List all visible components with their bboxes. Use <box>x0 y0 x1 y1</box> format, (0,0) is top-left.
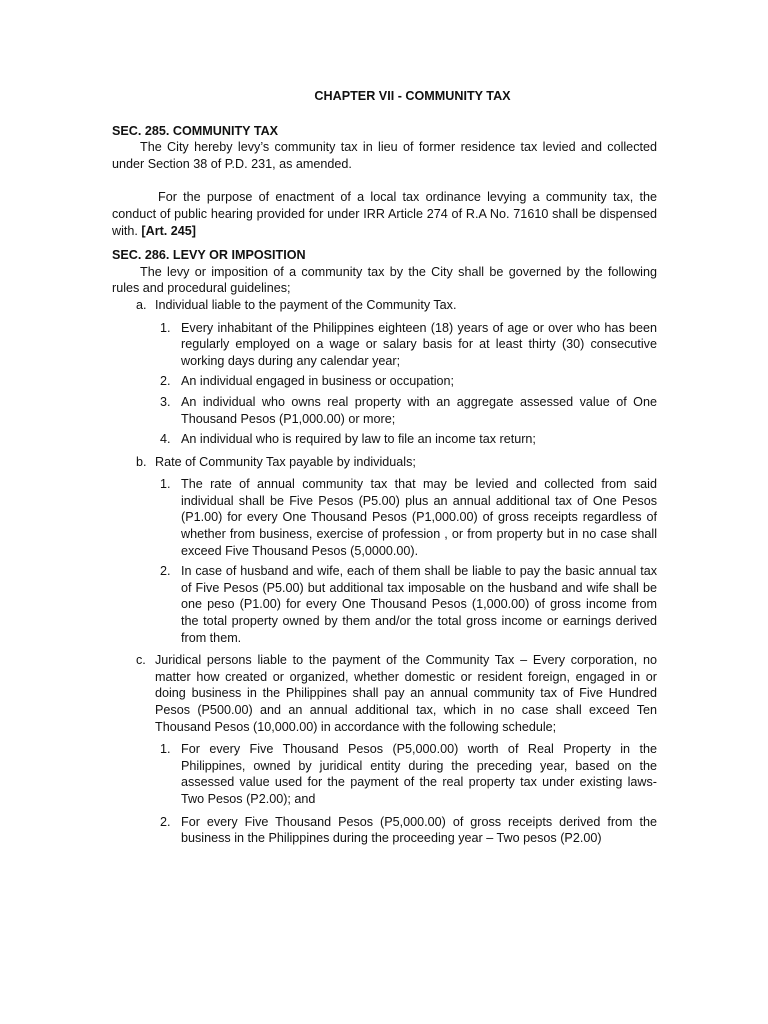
document-page <box>112 88 657 847</box>
list-item-text: An individual engaged in business or occupation; <box>181 374 455 389</box>
list-item-text: Rate of Community Tax payable by individuals; <box>155 454 416 469</box>
list-item-text: Individual liable to the payment of the Community Tax. <box>155 297 457 312</box>
chapter-title: CHAPTER VII - COMMUNITY TAX <box>314 89 511 103</box>
sec-285-para-2-text: For the purpose of enactment of a local tax ordinance levying a community tax, the conduct of public hearing provided for under IRR Article 274 of R.A No. 71610 shall be dispensed with. <box>112 190 657 238</box>
list-item-text: The rate of annual community tax that may be levied and collected from said individual shall be Five Pesos (P5.00) plus an annual additional tax of One Pesos (P1.00) for every One Thousand Pesos (P1,000.00) of gross receipts regardless of whether from business, exercise of profession , or from property but in no case shall exceed Five Thousand Pesos (5,0000.00). <box>181 477 657 558</box>
list-marker: a. <box>136 297 147 312</box>
list-item-c <box>112 652 657 735</box>
list-item-c-1 <box>112 741 657 807</box>
list-marker: 2. <box>160 564 171 579</box>
list-item-text: Juridical persons liable to the payment of the Community Tax – Every corporation, no matter how created or organized, whether domestic or resident foreign, engaged in or doing business in the Philippines shall pay an annual community tax of Five Hundred Pesos (P500.00) and an annual additional tax, which in no case shall exceed Ten Thousand Pesos (10,000.00) in accordance with the following schedule; <box>155 653 657 734</box>
list-marker: c. <box>136 653 146 668</box>
list-item-b-2 <box>112 563 657 646</box>
list-marker: 2. <box>160 814 171 829</box>
list-item-a-4 <box>112 431 657 448</box>
list-item-b <box>112 454 657 471</box>
sec-285-para-2 <box>112 189 657 239</box>
list-marker: 3. <box>160 394 171 409</box>
list-marker: 1. <box>160 477 171 492</box>
list-item-c-2 <box>112 814 657 847</box>
art-reference: [Art. 245] <box>141 223 196 238</box>
list-item-a-2 <box>112 373 657 390</box>
list-marker: 1. <box>160 742 171 757</box>
list-item-a-3 <box>112 394 657 427</box>
sec-285-heading: SEC. 285. COMMUNITY TAX <box>112 123 279 138</box>
sec-285-para-1: The City hereby levy’s community tax in lieu of former residence tax levied and collected under Section 38 of P.D. 231, as amended. <box>112 140 657 171</box>
list-item-text: For every Five Thousand Pesos (P5,000.00) worth of Real Property in the Philippines, owned by juridical entity during the preceding year, based on the assessed value used for the payment of the real property tax under existing laws- Two Pesos (P2.00); and <box>181 742 657 806</box>
sec-286-intro: The levy or imposition of a community tax by the City shall be governed by the following rules and procedural guidelines; <box>112 264 657 296</box>
list-marker: 4. <box>160 432 171 447</box>
list-item-a-1 <box>112 320 657 370</box>
list-marker: b. <box>136 454 147 469</box>
list-item-a <box>112 297 657 314</box>
list-item-text: An individual who is required by law to file an income tax return; <box>181 432 536 447</box>
list-item-text: Every inhabitant of the Philippines eighteen (18) years of age or over who has been regularly employed on a wage or salary basis for at least thirty (30) consecutive working days during any calendar year; <box>181 320 657 368</box>
list-item-text: In case of husband and wife, each of them shall be liable to pay the basic annual tax of Five Pesos (P5.00) but additional tax imposable on the husband and wife shall be one peso (P1.00) for every One Thousand Pesos (1,000.00) of gross income from the total property owned by them and/or the total gross income or earnings derived from them. <box>181 564 657 645</box>
list-item-b-1 <box>112 476 657 559</box>
list-item-text: An individual who owns real property with an aggregate assessed value of One Thousand Pesos (P1,000.00) or more; <box>181 394 657 426</box>
sec-286-heading: SEC. 286. LEVY OR IMPOSITION <box>112 248 306 263</box>
list-item-text: For every Five Thousand Pesos (P5,000.00) of gross receipts derived from the business in the Philippines during the proceeding year – Two pesos (P2.00) <box>181 814 657 846</box>
list-marker: 1. <box>160 320 171 335</box>
list-marker: 2. <box>160 374 171 389</box>
